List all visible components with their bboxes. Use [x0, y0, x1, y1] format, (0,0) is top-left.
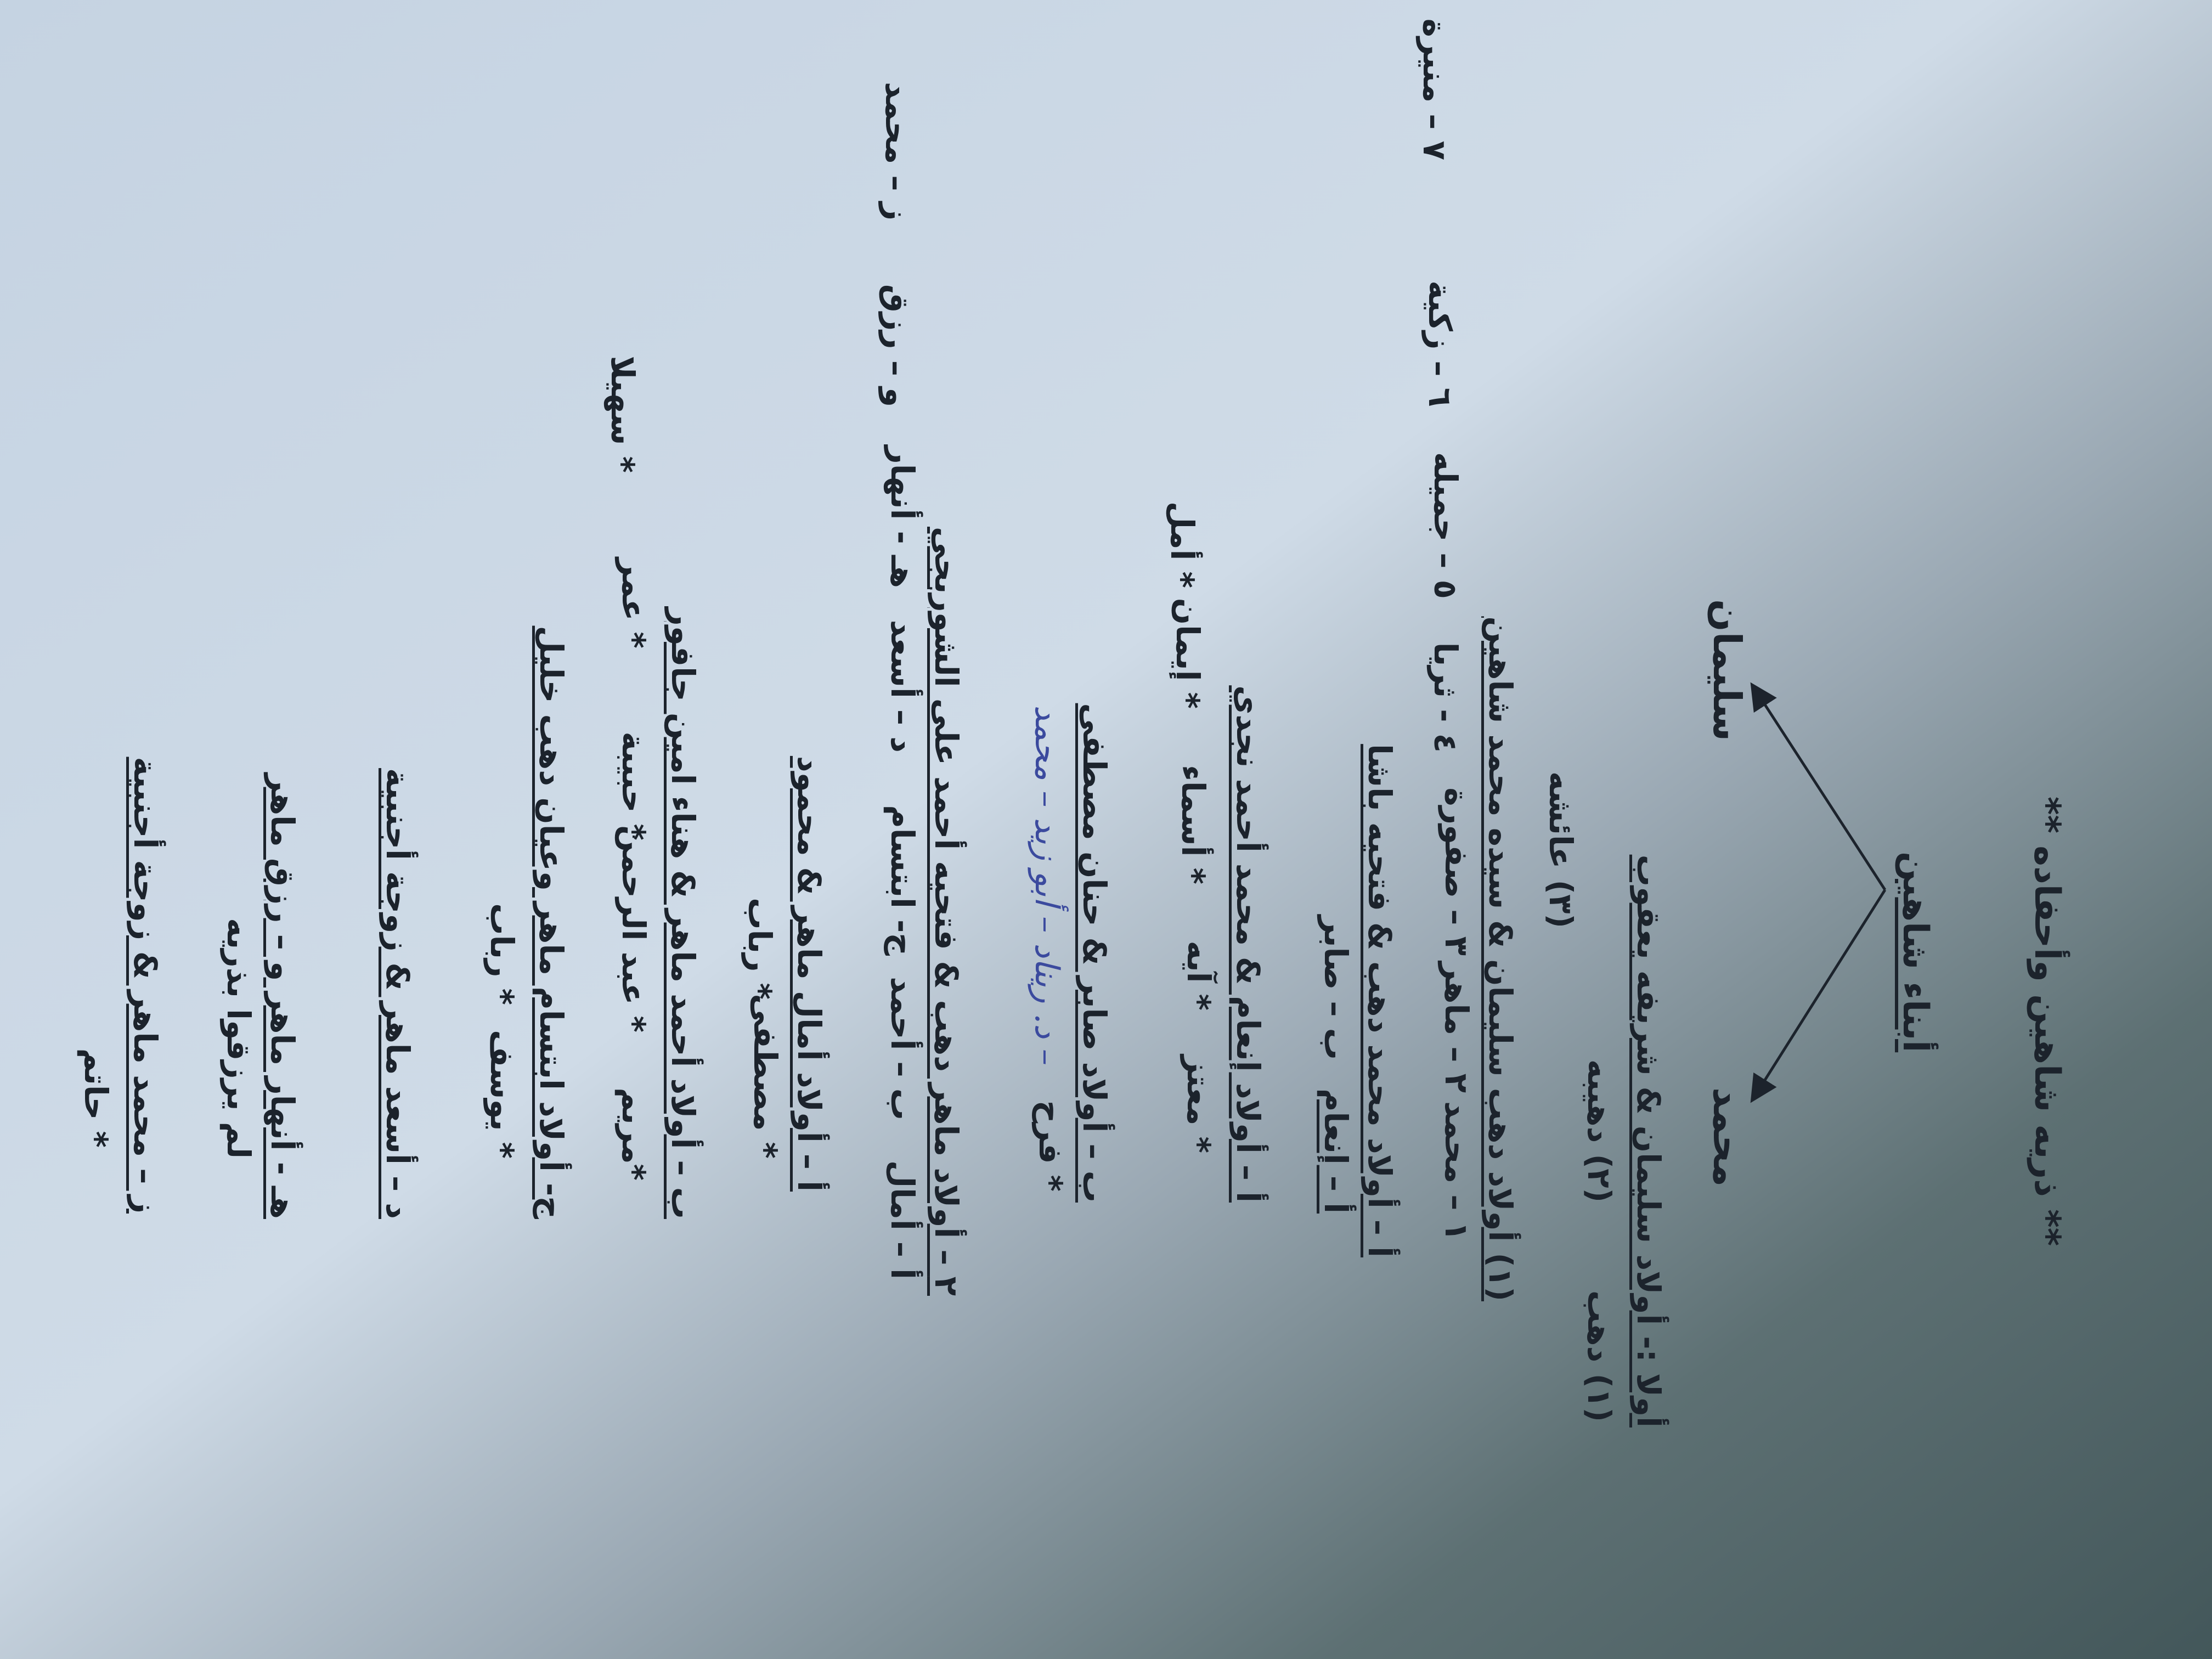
section6-child-3: ج- ابتسام [884, 805, 921, 956]
section8-child-5: * سهيلا [604, 356, 641, 473]
section8-child-3: * حبيبة [615, 731, 652, 840]
section6-child-7: ز – محمد [878, 82, 916, 221]
section9-heading: ج- أولاد ابتسام ماهر وعيان دهب خليل [533, 625, 570, 1219]
section8-child-1: *مريم [615, 1087, 652, 1181]
section6-child-2: ب – أحمد [884, 977, 921, 1120]
section2-child-4: ٤ - ثريا [1427, 642, 1464, 753]
section4-heading: أ – أولاد إنعام & محمد أحمد نجدي [1229, 685, 1267, 1203]
section1-child-3: (٣) عائشه [1542, 771, 1579, 928]
section2-child-2: ٢ – ماهر [1438, 962, 1475, 1093]
tree-child-sulayman: سليمان [1705, 599, 1750, 741]
section9-child-2: * رباب [483, 903, 521, 1005]
section2-child-1: ١ – محمد [1438, 1101, 1475, 1241]
section2-child-3: ٣ – صفورة [1438, 787, 1475, 956]
section6-heading: ٢ – أولاد ماهر دهب & فتحيه أحمد على الشوربجي [928, 526, 965, 1296]
section7-child-1: * مصطفى [747, 994, 784, 1159]
section7-heading: أ – أولاد أمال ماهر & محمود [791, 755, 828, 1192]
section4-child-4: * إيمان [1169, 597, 1206, 709]
section6-child-5: هـ - أنهار [884, 445, 921, 588]
section9-child-1: * يوسف [483, 1030, 521, 1159]
section2-child-6: ٦ – زكية [1421, 280, 1459, 407]
page-title: ** ذريه شاهين وأحفاده ** [2027, 797, 2067, 1246]
arrow-to-sulayman [1753, 687, 1885, 890]
section3-heading: أ – أولاد محمد دهب & فتحيه باشا [1361, 744, 1398, 1257]
section1-child-1: (١) دهب [1581, 1290, 1618, 1422]
tree-child-muhammad: محمد [1705, 1087, 1750, 1187]
section7-child-2: * رباب [741, 898, 778, 1000]
section12-heading: ز – محمد ماهر & زوجة أجنبية [127, 757, 164, 1214]
section8-heading: ب – أولاد أحمد ماهر & هناء امين جافور [664, 607, 702, 1219]
document-page [20, 18, 2192, 1641]
section8-child-4: * عمر [615, 557, 652, 648]
section8-child-2: * عبد الرحمن [615, 825, 652, 1032]
section1-child-2: (٢) دهيبه [1581, 1059, 1618, 1203]
section2-child-5: ٥ – جميله [1427, 452, 1464, 599]
section2-heading: (١) أولاد دهب سليمان & سيده محمد شاهين [1482, 616, 1519, 1301]
section2-child-7: ٧ – منيرة [1416, 18, 1453, 160]
section4-child-3: * أسماء [1175, 765, 1212, 884]
section4-child-1: * معتز [1180, 1055, 1217, 1153]
tree-root: أبناء شاهين [1895, 851, 1936, 1053]
section3-child-2: ب – صابر [1317, 915, 1355, 1060]
arrow-to-muhammad [1753, 890, 1885, 1098]
section4-child-2: * آيه [1180, 940, 1217, 1011]
section5-heading: ب – أولاد صابر & حنان مصطفى [1076, 703, 1113, 1203]
section11-heading: هـ - أنهار ماهر و – رزق ماهر [264, 773, 301, 1219]
section12-child-1: * حاتم [77, 1048, 115, 1148]
section5-line: * فرح [1032, 1100, 1069, 1192]
section1-heading: أولا :- أولاد سليمان & شريفه يعقوب [1630, 854, 1667, 1427]
section6-child-1: أ – أمال [884, 1160, 921, 1279]
section10-heading: د – أسعد ماهر & زوجة أجنبية [379, 768, 416, 1219]
section4-child-5: * أمل [1164, 501, 1201, 588]
section6-child-4: د – أسعد [884, 619, 921, 753]
section6-child-6: و – رزق [878, 284, 916, 407]
section3-child-1: أ – إنعام [1317, 1088, 1355, 1214]
section11-note: لم يرزقوا بذريه [220, 918, 257, 1159]
section5-handwritten-note: – د. ريناد – أبو زيد – محمد [1028, 705, 1066, 1065]
